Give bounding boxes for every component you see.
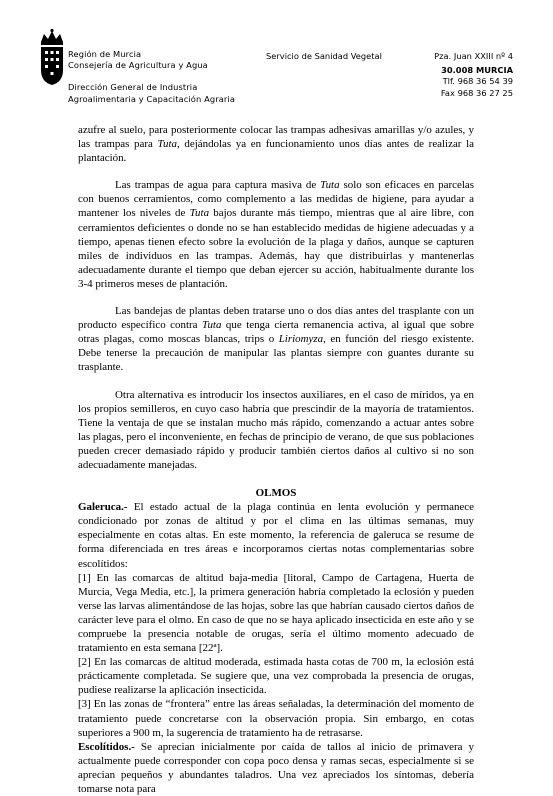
term-label: Galeruca.- bbox=[78, 501, 128, 514]
institution-block bbox=[68, 49, 235, 105]
document-body bbox=[78, 123, 474, 796]
term-label: Escolítidos.- bbox=[78, 740, 135, 753]
phone: Tlf. 968 36 54 39 bbox=[442, 76, 513, 87]
paragraph: Escolítidos.- Se aprecian inicialmente por caída de tallos al inicio de primavera y actualmente puede corresponder con copa poco densa y ramas secas, especialmente si se aprecian pequeños y abundantes taladros. Una vez apreciados los síntomas, debería tomarse nota para bbox=[78, 740, 474, 796]
institution-line: Región de Murcia bbox=[68, 49, 142, 59]
institution-line: Agroalimentaria y Capacitación Agraria bbox=[68, 93, 236, 104]
institution-line: Dirección General de Industria bbox=[68, 82, 198, 93]
paragraph: azufre al suelo, para posteriormente colocar las trampas adhesivas amarillas y/o azules, y las trampas para Tuta, dejándolas ya en funcionamiento unos días antes de realizar la plantación. bbox=[78, 124, 474, 165]
list-item: [3] En las zonas de “frontera” entre las áreas señaladas, la determinación del momento de tratamiento puede concretarse con la observación propia. Sin embargo, en cotas superiores a 900 m, la sugerencia de tratamiento ha de retrasarse. bbox=[78, 698, 474, 739]
address: Pza. Juan XXIII nº 4 bbox=[434, 51, 513, 61]
institution-line: Consejería de Agricultura y Agua bbox=[68, 60, 208, 71]
region-crest-icon bbox=[37, 28, 67, 86]
list-item: [1] En las comarcas de altitud baja-media [litoral, Campo de Cartagena, Huerta de Murcia, Vega Media, etc.], la primera generación habría completado la eclosión y pueden verse las larvas alimentándose de las hojas, sobre las que habrían causado ciertos daños de carácter leve para el olmo. En caso de que no se haya aplicado insecticida en este año y se compruebe la presencia notable de orugas, sería el último momento adecuado de tratamiento en esta semana [22ª]. bbox=[78, 571, 474, 655]
paragraph: Las bandejas de plantas deben tratarse uno o dos días antes del trasplante con un producto específico contra Tuta que tenga cierta remanencia activa, al igual que sobre otras plagas, como moscas blancas, trips o Liriomyza, en función del riesgo existente. Debe tenerse la precaución de manipular las plantas siempre con guantes durante su trasplante. bbox=[78, 305, 474, 374]
section-title: OLMOS bbox=[255, 487, 297, 500]
city: 30.008 MURCIA bbox=[441, 64, 513, 75]
fax: Fax 968 36 27 25 bbox=[440, 87, 513, 98]
paragraph: Las trampas de agua para captura masiva de Tuta solo son eficaces en parcelas con buenos cerramientos, como complemento a las medidas de higiene, para ayudar a mantener los niveles de Tuta bajos durante más tiempo, mientras que al aire libre, con cerramientos deficientes o donde no se han establecido medidas de higiene adecuadas y a tiempo, apenas tienen efecto sobre la evolución de la plaga y daños, aunque se capturen miles de individuos en las trampas. Además, hay que distribuirlas y mantenerlas adecuadamente durante el tiempo que deban ejercer su acción, habitualmente durante los 3-4 primeros meses de plantación. bbox=[78, 179, 474, 290]
contact-block bbox=[434, 51, 513, 99]
list-item: [2] En las comarcas de altitud moderada, estimada hasta cotas de 700 m, la eclosión está prácticamente completada. Se sugiere que, una vez comprobada la presencia de orugas, pudiese realizarse la aplicación insecticida. bbox=[78, 656, 474, 697]
paragraph: Galeruca.- El estado actual de la plaga continúa en lenta evolución y permanece condicionado por zonas de altitud y por el clima en las últimas semanas, muy especialmente en cotas altas. En este momento, la referencia de galeruca se resume de forma diferenciada en tres áreas e incorporamos ciertas notas complementarias sobre escolítidos: bbox=[78, 501, 474, 570]
paragraph: Otra alternativa es introducir los insectos auxiliares, en el caso de míridos, ya en los propios semilleros, en cuyo caso habría que prescindir de la mayoría de tratamientos. Tiene la ventaja de que se instalan mucho más rápido, comenzando a actuar antes sobre las plagas, pero el inconveniente, en fechas de principio de verano, de que sus poblaciones pueden crecer demasiado rápido y producir también ciertos daños al cultivo si no son adecuadamente manejadas. bbox=[78, 388, 474, 471]
service-name: Servicio de Sanidad Vegetal bbox=[266, 51, 382, 61]
